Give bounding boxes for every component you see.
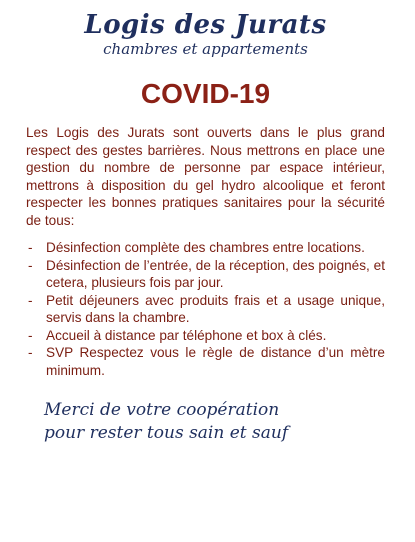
list-item [26,327,385,345]
bullet-dash: - [28,292,33,308]
bullet-dash: - [28,257,33,273]
covid-headline: COVID-19 [140,78,271,109]
list-item [26,292,385,327]
closing-line-1: Merci de votre coopération [44,400,280,420]
bullet-dash: - [28,345,33,360]
brand-title: Logis des Jurats [84,10,327,40]
measure-text: Désinfection de l’entrée, de la réception, des poignés, et cetera, plusieurs fois par jour. [46,257,385,290]
measures-list [26,239,385,379]
list-item [26,344,385,379]
measure-text: Désinfection complète des chambres entre locations. [46,240,365,255]
measure-text: Accueil à distance par téléphone et box à clés. [46,327,327,343]
list-item [26,239,385,257]
bullet-dash: - [28,240,33,255]
list-item [26,257,385,292]
closing-line-2: pour rester tous sain et sauf [44,423,289,443]
measure-text: Petit déjeuners avec produits frais et a usage unique, servis dans la chambre. [46,292,385,325]
intro-paragraph: Les Logis des Jurats sont ouverts dans le plus grand respect des gestes barrières. Nous mettrons en place une gestion du nombre de personne par espace intérieur, mettrons à disposition du gel hydro alcoolique et feront respecter les bonnes pratiques sanitaires pour la sécurité de tous: [26,125,385,228]
measure-text: SVP Respectez vous le règle de distance d’un mètre minimum. [46,345,385,378]
bullet-dash: - [28,327,33,343]
brand-subtitle: chambres et appartements [103,40,308,58]
closing-message [44,399,385,445]
